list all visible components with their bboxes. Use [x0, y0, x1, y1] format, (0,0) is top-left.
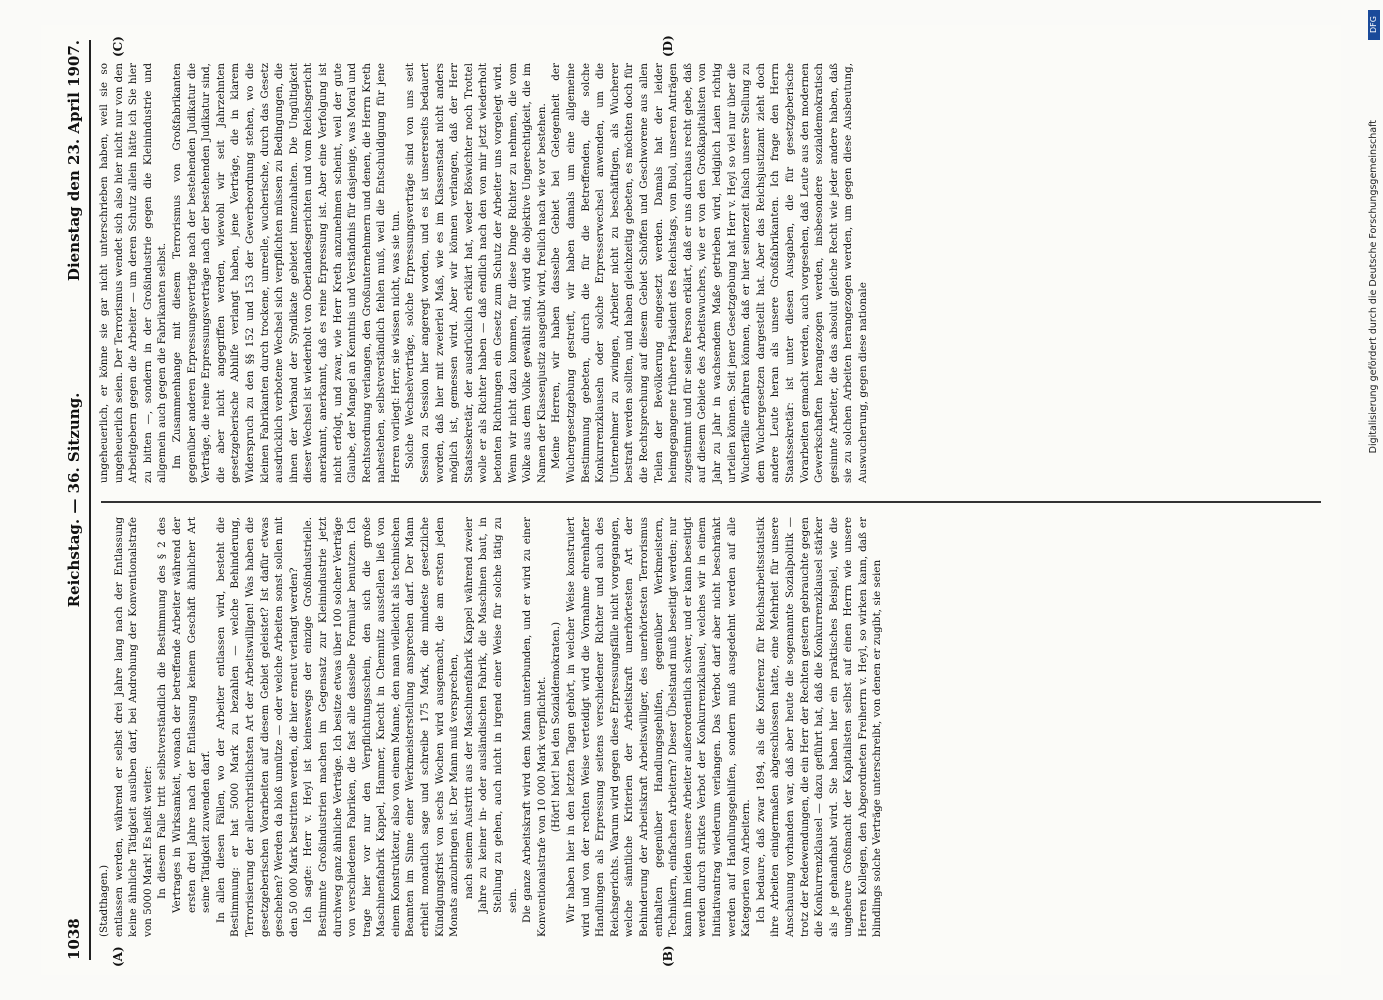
paragraph: Ich bedaure, daß zwar 1894, als die Konferenz für Reichsarbeitsstatistik ihre Arbeiten einigermaßen abgeschlossen hatte, eine Mehrheit für unsere Anschauung vorhanden war, daß aber heute die sogenannte Sozialpolitik — trotz der Redewendungen, die ein Herr der Rechten gestern gebrauchte gegen die Konkurrenzklausel — dazu geführt hat, daß die Konkurrenzklausel stärker als je gehandhabt wird. Sie haben hier ein praktisches Beispiel, wie die ungeheure Großmacht der Kapitalisten selbst auf einen Herrn wie unsere Herren Kollegen, den Abgeordneten Freiherrn v. Heyl, so wirken kann, daß er blindlings solche Verträge unterschreibt, von denen er zugibt, sie seien: [754, 517, 884, 937]
paragraph: Solche Wechselverträge, solche Erpressungsverträge sind von uns seit Session zu Session hier angeregt worden, und es ist unsererseits bedauert worden, daß hier mit zweierlei Maß, wie es im Klassenstaat nicht anders möglich ist, gemessen wird. Aber wir können verlangen, daß der Herr Staatssekretär, der ausdrücklich erklärt hat, weder Böswichter noch Trottel wolle er als Richter haben — daß endlich nach den von mir jetzt wiederholt betonten Richtungen ein Gesetz zum Schutz der Arbeiter uns vorgelegt wird. Wenn wir nicht dazu kommen, für diese Dinge Richter zu nehmen, die vom Volke aus dem Volke gewählt sind, wird die objektive Ungerechtigkeit, die im Namen der Klassenjustiz ausgeübt wird, freilich nach wie vor bestehen.: [404, 63, 548, 483]
paragraph: ungeheuerlich, er könne sie gar nicht unterschrieben haben, weil sie so ungeheuerlich seien. Der Terrorismus wendet sich also hier nicht nur von den Arbeitgebern gegen die Arbeiter — um deren Schutz allein hätte ich Sie hier zu bitten —, sondern in der Großindustrie gegen die Kleinindustrie und allgemein auch gegen die Fabrikanten selbst.: [98, 63, 169, 483]
margin-mark-a: (A): [111, 946, 125, 967]
session-title: Reichstag. — 36. Sitzung.: [65, 392, 83, 608]
paragraph: Meine Herren, wir haben dasselbe Gebiet bei Gelegenheit der Wuchergesetzgebung gestreift, wir haben damals um eine allgemeine Bestimmung gebeten, durch die für die Betreffenden, die solche Konkurrenzklauseln oder solche Erpresserwechsel anwenden, um die Unternehmer zu zwingen, Arbeiter nicht zu beschäftigen, als Wucherer bestraft werden sollten, und haben gleichzeitig gebeten, es möchten doch für die Rechtsprechung auf diesem Gebiet Schöffen und Geschworene aus allen Teilen der Bevölkerung eingesetzt werden. Damals hat der leider heimgegangene frühere Präsident des Reichstags, von Buol, unseren Anträgen zugestimmt und für seine Person erklärt, daß er uns durchaus recht gebe, daß auf diesem Gebiete des Arbeitswuchers, wie er von den Großkapitalisten von Jahr zu Jahr in wachsendem Maße getrieben wird, lediglich Laien richtig urteilen können. Seit jener Gesetzgebung hat Herr v. Heyl so viel nur über die Wucherfälle erfahren können, daß er hier seinerzeit falsch unsere Stellung zu dem Wuchergesetzen dargestellt hat. Aber das Reichsjustizamt zieht doch andere Leute heran als unsere Großfabrikanten. Ich frage den Herrn Staatssekretär: ist unter diesen Ausgaben, die für gesetzgeberische Vorarbeiten gemacht werden, auch vorgesehen, daß Leute aus den modernen Gewerkschaften herangezogen werden, insbesondere sozialdemokratisch gesinnte Arbeiter, die das absolut gleiche Recht wie jeder andere haben, daß sie zu solchen Arbeiten herangezogen werden, um gegen diese Ausbeutung, Auswucherung, gegen diese nationale: [550, 63, 869, 483]
digitization-credit: Digitalisierung gefördert durch die Deutsche Forschungsgemeinschaft: [1368, 120, 1379, 454]
paragraph: Wir haben hier in den letzten Tagen gehört, in welcher Weise konstruiert wird und von der rechten Weise verteidigt wird die Vornahme ehrenhafter Handlungen als Erpressung seitens verschiedener Richter und auch des Reichsgerichts. Warum wird gegen diese Erpressungsfälle nicht vorgegangen, welche sämtliche Kriterien der Arbeitskraft unerhörtesten Art der Behinderung der Arbeitskraft Arbeitswilliger, des unerhörtesten Terrorismus enthalten gegenüber Handlungsgehilfen, gegenüber Werkmeistern, Technikern, einfachen Arbeitern? Dieser Übelstand muß beseitigt werden; nur kann ihm leiden unsere Arbeiter außerordentlich schwer, und er kann beseitigt werden durch striktes Verbot der Konkurrenzklausel, welches wir in einem Initiativantrag wiederum verlangen. Das Verbot darf aber nicht beschränkt werden auf Handlungsgehilfen, sondern muß ausgedehnt werden auf alle Kategorien von Arbeitern.: [565, 517, 753, 937]
page-number: 1038: [65, 918, 83, 960]
paragraph: In allen diesen Fällen, wo der Arbeiter entlassen wird, besteht die Bestimmung: er hat 5000 Mark zu bezahlen — welche Behinderung, Terrorisierung der allerchristlichsten Art der Arbeitswilligen! Was haben die gesetzgeberischen Vorarbeiten auf diesem Gebiet geleistet? Ist dafür etwas geschehen? Werden da bloß unnütze — oder welche Arbeiten sonst sollen mit den 50 000 Mark bestritten werden, die hier erneut verlangt werden?: [214, 517, 300, 937]
paragraph: (Stadthagen.): [98, 864, 110, 937]
page-header: [61, 40, 91, 960]
margin-mark-c: (C): [111, 36, 125, 57]
left-text-column: [97, 517, 885, 937]
document-page: [41, 25, 1341, 975]
column-divider: [101, 501, 1321, 503]
paragraph: Die ganze Arbeitskraft wird dem Mann unterbunden, und er wird zu einer Konventionalstrafe von 10 000 Mark verpflichtet.: [521, 517, 548, 937]
dfg-logo: DFG: [1368, 10, 1380, 40]
interjection: (Hört! hört! bei den Sozialdemokraten.): [550, 621, 563, 833]
session-date: Dienstag den 23. April 1907.: [65, 40, 83, 282]
margin-mark-b: (B): [661, 945, 675, 967]
paragraph: entlassen werden, während er selbst drei Jahre lang nach der Entlassung keine ähnliche Tätigkeit ausüben darf, bei Androhung der Konventionalstrafe von 5000 Mark! Es heißt weiter:: [112, 517, 154, 937]
margin-mark-d: (D): [661, 35, 675, 57]
right-text-column: [97, 63, 870, 483]
quoted-paragraph: In diesem Falle tritt selbstverständlich die Bestimmung des § 2 des Vertrages in Wirksamkeit, wonach der betreffende Arbeiter während der ersten drei Jahre nach der Entlassung keinem Geschäft ähnlicher Art seine Tätigkeit zuwenden darf.: [156, 517, 213, 913]
paragraph: Ich sagte: Herr v. Heyl ist keineswegs der einzige Großindustrielle. Bestimmte Großindustrien machen im Gegensatz zur Kleinindustrie jetzt durchweg ganz ähnliche Verträge. Ich besitze etwas über 100 solcher Verträge von verschiedenen Fabriken, die fast alle dasselbe Formular benutzen. Ich trage hier vor nur den Verpflichtungsschein, den sich die große Maschinenfabrik Kappel, Hammer, Knecht in Chemnitz ausstellen ließ von einem Konstrukteur, also von einem Manne, den man vielleicht als technischen Beamten im Sinne einer Werkmeisterstellung ansprechen darf. Der Mann erhielt monatlich sage und schreibe 175 Mark, die mindeste gesetzliche Kündigungsfrist von sechs Wochen wird ausgemacht, die am ersten jeden Monats anzubringen ist. Der Mann muß versprechen,: [302, 517, 461, 937]
quoted-paragraph: nach seinem Austritt aus der Maschinenfabrik Kappel während zweier Jahre zu keiner in- oder ausländischen Fabrik, die Maschinen baut, in Stellung zu gehen, auch nicht in irgend einer Weise für solche tätig zu sein.: [462, 517, 519, 913]
paragraph: Im Zusammenhange mit diesem Terrorismus von Großfabrikanten gegenüber anderen Erpressungsverträge nach der bestehenden Judikatur die Verträge, die reine Erpressungsverträge nach der bestehenden Judikatur sind, die aber nicht angegriffen werden, wiewohl wir seit Jahrzehnten gesetzgeberische Abhilfe verlangt haben, jene Verträge, die in klarem Widerspruch zu den §§ 152 und 153 der Gewerbeordnung stehen, wo die kleinen Fabrikanten durch trockene, unreelle, wucherische, durch das Gesetz ausdrücklich verbotene Wechsel sich verpflichten müssen zu Bedingungen, die ihnen der Verband der Syndikate gebietet innezuhalten. Die Ungültigkeit dieser Wechsel ist wiederholt von Oberlandesgerichten und vom Reichsgericht anerkannt, anerkannt, daß es reine Erpressung ist. Aber eine Verfolgung ist nicht erfolgt, und zwar, wie Herr Kreth anzunehmen scheint, weil der gute Glaube, der Mangel an Kenntnis und Verständnis für dasjenige, was Moral und Rechtsordnung verlangen, den Großunternehmern und denen, die Herrn Kreth nahestehen, selbstverständlich fehlen muß, weil die Entschuldigung für jene Herren vorliegt: Herr, sie wissen nicht, was sie tun.: [170, 63, 402, 483]
header-rule: [89, 40, 91, 960]
